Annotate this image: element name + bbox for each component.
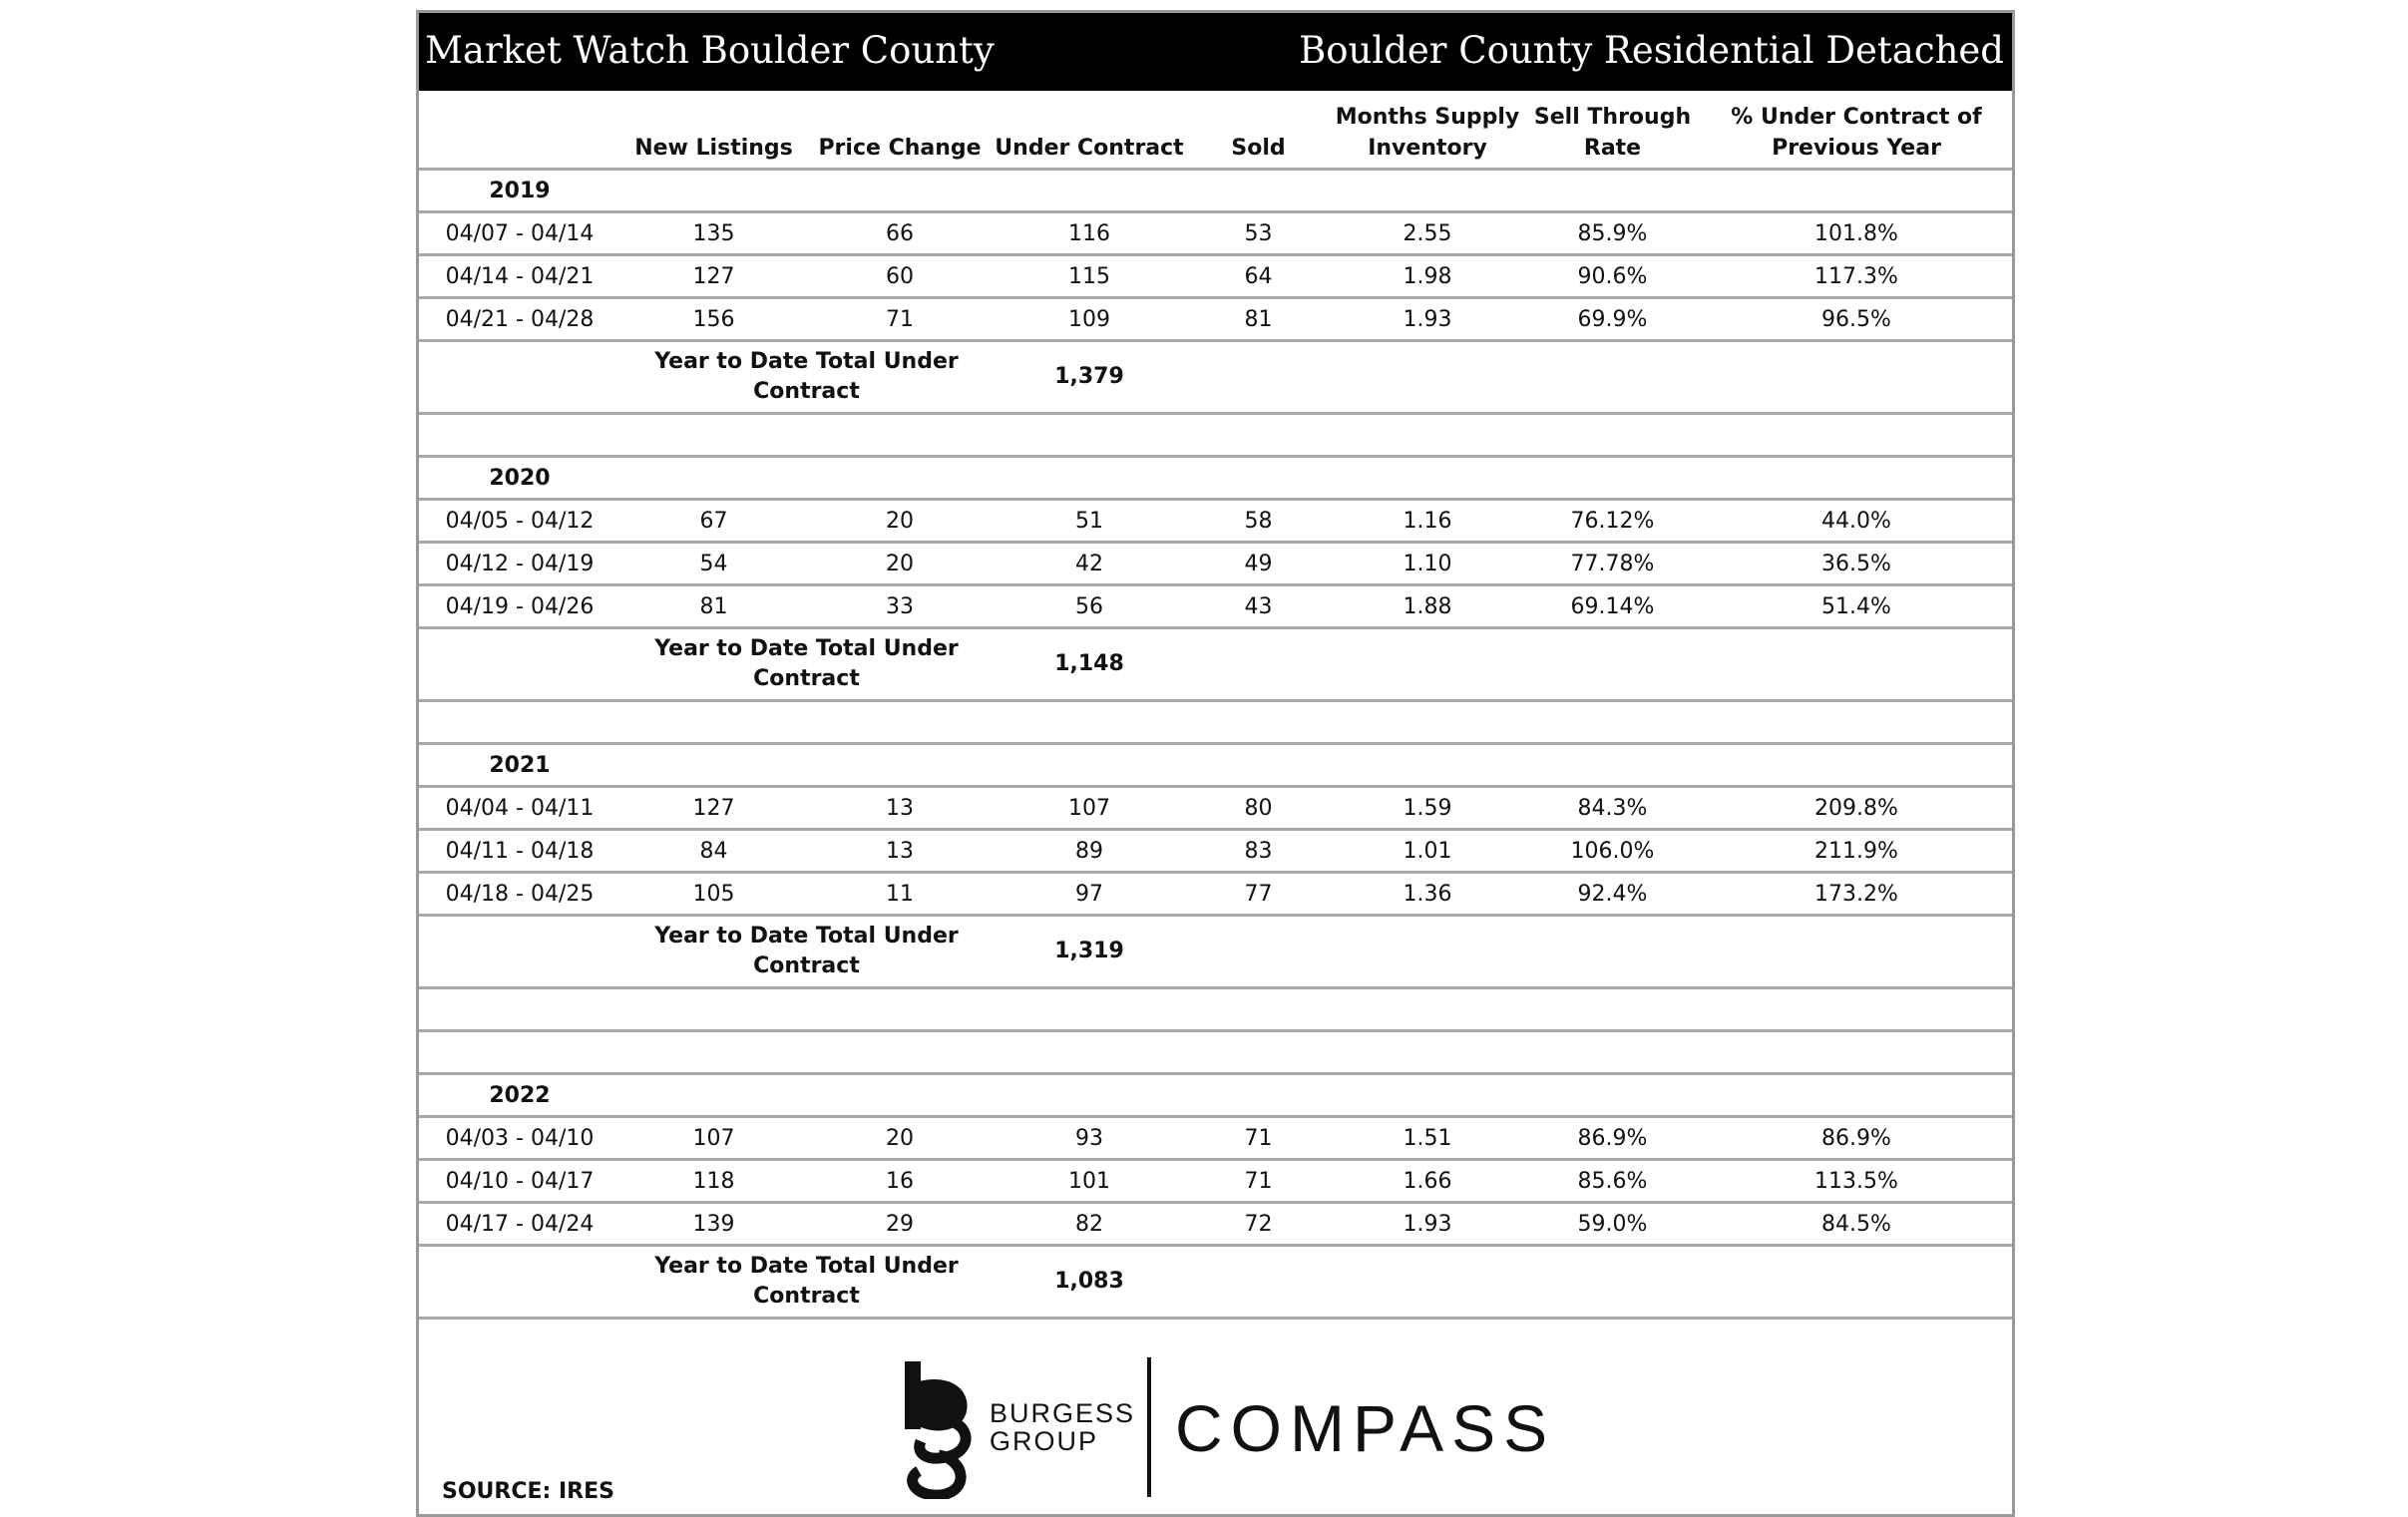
column-header (419, 91, 620, 170)
table-cell: 86.9% (1701, 1117, 2012, 1160)
spacer-row (419, 988, 2012, 1031)
date-range-cell: 04/12 - 04/19 (419, 543, 620, 585)
year-row (419, 170, 2012, 212)
table-row (419, 1117, 2012, 1160)
ytd-total-value: 1,379 (993, 341, 1186, 414)
table-cell: 115 (993, 255, 1186, 298)
table-row (419, 1203, 2012, 1246)
table-cell: 77 (1186, 873, 1331, 916)
table-cell: 36.5% (1701, 543, 2012, 585)
column-header: % Under Contract of Previous Year (1701, 91, 2012, 170)
date-range-cell: 04/14 - 04/21 (419, 255, 620, 298)
ytd-total-label: Year to Date Total Under Contract (620, 628, 993, 701)
table-cell: 1.36 (1331, 873, 1524, 916)
table-cell: 20 (807, 1117, 993, 1160)
table-cell: 13 (807, 787, 993, 830)
table-cell: 1.10 (1331, 543, 1524, 585)
table-cell: 1.01 (1331, 830, 1524, 873)
market-table (419, 91, 2012, 1320)
table-cell: 109 (993, 298, 1186, 341)
table-cell: 2.55 (1331, 212, 1524, 255)
table-cell: 90.6% (1524, 255, 1701, 298)
table-cell: 1.59 (1331, 787, 1524, 830)
burgess-group-wordmark (990, 1399, 1135, 1455)
spacer-row (419, 701, 2012, 744)
table-cell: 59.0% (1524, 1203, 1701, 1246)
year-label: 2022 (419, 1074, 620, 1117)
column-header: Months Supply Inventory (1331, 91, 1524, 170)
table-cell: 60 (807, 255, 993, 298)
table-cell: 66 (807, 212, 993, 255)
table-cell: 209.8% (1701, 787, 2012, 830)
table-cell: 127 (620, 255, 807, 298)
table-row (419, 585, 2012, 628)
brand-line-2: GROUP (990, 1426, 1099, 1456)
table-cell: 211.9% (1701, 830, 2012, 873)
spacer-row (419, 1031, 2012, 1074)
table-cell: 82 (993, 1203, 1186, 1246)
table-cell: 1.93 (1331, 298, 1524, 341)
ytd-total-row (419, 628, 2012, 701)
table-cell: 64 (1186, 255, 1331, 298)
column-header: Under Contract (993, 91, 1186, 170)
date-range-cell: 04/07 - 04/14 (419, 212, 620, 255)
table-cell: 107 (993, 787, 1186, 830)
table-cell: 71 (1186, 1117, 1331, 1160)
table-cell: 20 (807, 543, 993, 585)
table-cell: 127 (620, 787, 807, 830)
year-row (419, 744, 2012, 787)
year-label: 2021 (419, 744, 620, 787)
table-cell: 1.16 (1331, 500, 1524, 543)
table-cell: 16 (807, 1160, 993, 1203)
table-cell: 13 (807, 830, 993, 873)
table-cell: 51 (993, 500, 1186, 543)
table-cell: 42 (993, 543, 1186, 585)
table-cell: 1.98 (1331, 255, 1524, 298)
table-cell: 84.3% (1524, 787, 1701, 830)
table-cell: 11 (807, 873, 993, 916)
date-range-cell: 04/05 - 04/12 (419, 500, 620, 543)
table-cell: 56 (993, 585, 1186, 628)
ytd-total-value: 1,083 (993, 1246, 1186, 1319)
report-title: Market Watch Boulder County (425, 29, 995, 72)
table-cell: 113.5% (1701, 1160, 2012, 1203)
year-row (419, 457, 2012, 500)
table-cell: 71 (807, 298, 993, 341)
table-cell: 1.51 (1331, 1117, 1524, 1160)
date-range-cell: 04/11 - 04/18 (419, 830, 620, 873)
table-cell: 92.4% (1524, 873, 1701, 916)
table-cell: 80 (1186, 787, 1331, 830)
ytd-total-label: Year to Date Total Under Contract (620, 916, 993, 988)
table-cell: 135 (620, 212, 807, 255)
date-range-cell: 04/17 - 04/24 (419, 1203, 620, 1246)
year-row (419, 1074, 2012, 1117)
table-cell: 89 (993, 830, 1186, 873)
table-cell: 101 (993, 1160, 1186, 1203)
table-cell: 33 (807, 585, 993, 628)
column-header: Price Change (807, 91, 993, 170)
table-cell: 139 (620, 1203, 807, 1246)
footer-logos (419, 1329, 2012, 1514)
table-row (419, 873, 2012, 916)
table-cell: 58 (1186, 500, 1331, 543)
column-header: New Listings (620, 91, 807, 170)
table-cell: 105 (620, 873, 807, 916)
source-note: SOURCE: IRES (442, 1479, 614, 1504)
column-header: Sell Through Rate (1524, 91, 1701, 170)
report-subtitle: Boulder County Residential Detached (1299, 29, 2004, 72)
table-cell: 1.93 (1331, 1203, 1524, 1246)
table-cell: 83 (1186, 830, 1331, 873)
table-row (419, 255, 2012, 298)
compass-logo: COMPASS (1175, 1391, 1556, 1465)
table-cell: 93 (993, 1117, 1186, 1160)
table-row (419, 298, 2012, 341)
ytd-total-label: Year to Date Total Under Contract (620, 1246, 993, 1319)
table-cell: 53 (1186, 212, 1331, 255)
ytd-total-row (419, 1246, 2012, 1319)
table-cell: 107 (620, 1117, 807, 1160)
table-cell: 51.4% (1701, 585, 2012, 628)
table-row (419, 787, 2012, 830)
spacer-row (419, 414, 2012, 457)
table-cell: 44.0% (1701, 500, 2012, 543)
year-label: 2020 (419, 457, 620, 500)
date-range-cell: 04/10 - 04/17 (419, 1160, 620, 1203)
table-cell: 54 (620, 543, 807, 585)
ytd-total-row (419, 341, 2012, 414)
ytd-total-row (419, 916, 2012, 988)
table-cell: 173.2% (1701, 873, 2012, 916)
table-row (419, 212, 2012, 255)
column-header: Sold (1186, 91, 1331, 170)
table-cell: 84 (620, 830, 807, 873)
table-cell: 76.12% (1524, 500, 1701, 543)
table-cell: 156 (620, 298, 807, 341)
table-cell: 117.3% (1701, 255, 2012, 298)
table-cell: 96.5% (1701, 298, 2012, 341)
table-cell: 67 (620, 500, 807, 543)
table-cell: 97 (993, 873, 1186, 916)
table-row (419, 1160, 2012, 1203)
burgess-group-logo (901, 1359, 975, 1499)
column-header-row (419, 91, 2012, 170)
table-cell: 20 (807, 500, 993, 543)
ytd-total-value: 1,319 (993, 916, 1186, 988)
table-cell: 1.66 (1331, 1160, 1524, 1203)
brand-line-1: BURGESS (990, 1398, 1136, 1428)
table-cell: 81 (1186, 298, 1331, 341)
table-row (419, 543, 2012, 585)
table-cell: 69.9% (1524, 298, 1701, 341)
date-range-cell: 04/18 - 04/25 (419, 873, 620, 916)
table-cell: 72 (1186, 1203, 1331, 1246)
date-range-cell: 04/21 - 04/28 (419, 298, 620, 341)
title-bar (419, 13, 2012, 91)
table-row (419, 500, 2012, 543)
date-range-cell: 04/04 - 04/11 (419, 787, 620, 830)
table-cell: 84.5% (1701, 1203, 2012, 1246)
table-row (419, 830, 2012, 873)
table-cell: 86.9% (1524, 1117, 1701, 1160)
table-cell: 101.8% (1701, 212, 2012, 255)
table-cell: 29 (807, 1203, 993, 1246)
table-cell: 116 (993, 212, 1186, 255)
table-cell: 85.6% (1524, 1160, 1701, 1203)
year-label: 2019 (419, 170, 620, 212)
table-cell: 71 (1186, 1160, 1331, 1203)
table-cell: 77.78% (1524, 543, 1701, 585)
date-range-cell: 04/03 - 04/10 (419, 1117, 620, 1160)
logo-divider (1147, 1357, 1151, 1497)
table-cell: 49 (1186, 543, 1331, 585)
table-cell: 81 (620, 585, 807, 628)
table-cell: 106.0% (1524, 830, 1701, 873)
ytd-total-label: Year to Date Total Under Contract (620, 341, 993, 414)
date-range-cell: 04/19 - 04/26 (419, 585, 620, 628)
table-cell: 85.9% (1524, 212, 1701, 255)
table-cell: 69.14% (1524, 585, 1701, 628)
table-cell: 118 (620, 1160, 807, 1203)
ytd-total-value: 1,148 (993, 628, 1186, 701)
table-cell: 43 (1186, 585, 1331, 628)
table-cell: 1.88 (1331, 585, 1524, 628)
